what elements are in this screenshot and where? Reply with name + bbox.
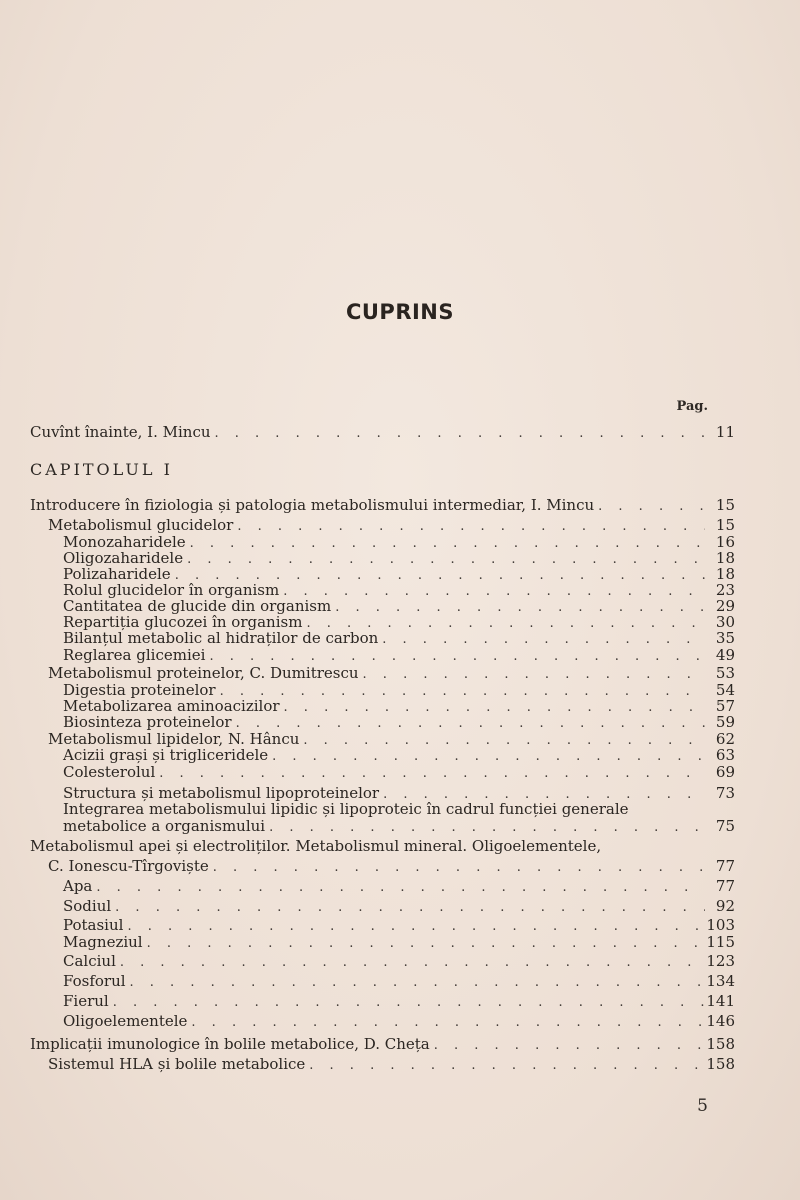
- toc-entry-title: Reglarea glicemiei: [63, 646, 206, 664]
- toc-entry[interactable]: [48, 664, 735, 682]
- toc-entry-page: 75: [715, 817, 735, 835]
- toc-entry-title: C. Ionescu-Tîrgoviște: [48, 857, 209, 875]
- toc-entry-page: 146: [706, 1012, 735, 1030]
- toc-entry-title: Structura și metabolismul lipoproteinelor: [63, 784, 380, 802]
- toc-entry-page: 35: [715, 629, 735, 647]
- toc-entry-page: 63: [715, 746, 735, 764]
- toc-entry-title: Acizii grași și trigliceridele: [63, 746, 269, 764]
- toc-entry-title: Cantitatea de glucide din organism: [63, 597, 332, 615]
- toc-entry[interactable]: [63, 646, 735, 664]
- toc-entry-page: 18: [715, 549, 735, 567]
- toc-entry-page: 62: [715, 730, 735, 748]
- toc-entry-title: Sodiul: [63, 897, 112, 915]
- toc-entry-title: Digestia proteinelor: [63, 681, 216, 699]
- toc-entry-title: Introducere în fiziologia și patologia metabolismului intermediar, I. Mincu: [30, 496, 595, 514]
- toc-entry-title: Metabolizarea aminoacizilor: [63, 697, 280, 715]
- toc-entry[interactable]: [63, 933, 735, 951]
- dot-leader: [96, 879, 705, 897]
- toc-entry-title: Bilanțul metabolic al hidraților de carbon: [63, 629, 379, 647]
- toc-entry-page: 23: [715, 581, 735, 599]
- toc-entry[interactable]: [63, 877, 735, 895]
- dot-leader: [215, 425, 705, 443]
- toc-entry-page: 54: [715, 681, 735, 699]
- page-column-label: Pag.: [676, 399, 708, 414]
- toc-entry-title: Integrarea metabolismului lipidic și lipoproteic în cadrul funcției generale: [63, 800, 629, 818]
- toc-entry-page: 77: [715, 857, 735, 875]
- toc-entry-title: Metabolismul proteinelor, C. Dumitrescu: [48, 664, 359, 682]
- toc-entry-title: Monozaharidele: [63, 533, 186, 551]
- toc-entry[interactable]: [63, 916, 735, 934]
- toc-entry-title: Repartiția glucozei în organism: [63, 613, 303, 631]
- toc-entry[interactable]: [63, 897, 735, 915]
- dot-leader: [191, 1014, 705, 1032]
- toc-entry[interactable]: [48, 516, 735, 534]
- toc-entry-title: Rolul glucidelor în organism: [63, 581, 280, 599]
- toc-entry-title: Sistemul HLA și bolile metabolice: [48, 1055, 306, 1073]
- toc-entry-page: 92: [715, 897, 735, 915]
- toc-entry[interactable]: [30, 837, 705, 855]
- toc-entry[interactable]: [63, 713, 735, 731]
- toc-entry-title: Apa: [63, 877, 93, 895]
- page-title: CUPRINS: [345, 300, 455, 324]
- toc-entry-title: Metabolismul lipidelor, N. Hâncu: [48, 730, 300, 748]
- toc-entry-title: Metabolismul apei și electroliților. Metabolismul mineral. Oligoelementele,: [30, 837, 602, 855]
- toc-entry-title: Implicații imunologice în bolile metabolice, D. Cheța: [30, 1035, 430, 1053]
- toc-entry-page: 123: [706, 952, 735, 970]
- toc-entry-page: 53: [715, 664, 735, 682]
- toc-entry[interactable]: [48, 1055, 735, 1073]
- toc-entry-title: Polizaharidele: [63, 565, 171, 583]
- toc-entry-page: 103: [706, 916, 735, 934]
- dot-leader: [269, 819, 705, 837]
- toc-entry[interactable]: [63, 746, 735, 764]
- toc-entry[interactable]: [63, 1012, 735, 1030]
- toc-entry-page: 158: [706, 1035, 735, 1053]
- toc-entry-page: 30: [715, 613, 735, 631]
- toc-entry[interactable]: [63, 952, 735, 970]
- toc-entry-page: 59: [715, 713, 735, 731]
- toc-entry-title: Metabolismul glucidelor: [48, 516, 234, 534]
- toc-entry-title: metabolice a organismului: [63, 817, 266, 835]
- toc-entry-intro[interactable]: [30, 423, 735, 441]
- dot-leader: [115, 899, 705, 917]
- dot-leader: [309, 1057, 705, 1075]
- toc-entry-page: 158: [706, 1055, 735, 1073]
- toc-entry[interactable]: [63, 629, 735, 647]
- toc-entry-title: Colesterolul: [63, 763, 156, 781]
- toc-entry-page: 141: [706, 992, 735, 1010]
- toc-entry[interactable]: [63, 817, 735, 835]
- toc-entry-title: Oligozaharidele: [63, 549, 184, 567]
- dot-leader: [120, 954, 705, 972]
- dot-leader: [598, 498, 705, 516]
- toc-entry[interactable]: [48, 857, 735, 875]
- toc-entry-page: 18: [715, 565, 735, 583]
- toc-entry-page: 16: [715, 533, 735, 551]
- dot-leader: [159, 765, 705, 783]
- dot-leader: [213, 859, 705, 877]
- toc-entry[interactable]: [30, 496, 735, 514]
- toc-entry-title: Calciul: [63, 952, 116, 970]
- toc-entry[interactable]: [63, 800, 705, 818]
- toc-entry[interactable]: [63, 972, 735, 990]
- toc-entry-page: 77: [715, 877, 735, 895]
- toc-entry-page: 15: [715, 516, 735, 534]
- page-number: 5: [697, 1096, 708, 1116]
- toc-entry-page: 57: [715, 697, 735, 715]
- dot-leader: [113, 994, 705, 1012]
- dot-leader: [130, 974, 705, 992]
- toc-entry-title: Potasiul: [63, 916, 124, 934]
- toc-entry-page: 73: [715, 784, 735, 802]
- toc-entry-title: Fierul: [63, 992, 109, 1010]
- toc-entry-page: 11: [715, 423, 735, 441]
- toc-entry-title: Cuvînt înainte, I. Mincu: [30, 423, 211, 441]
- toc-entry-page: 115: [706, 933, 735, 951]
- toc-entry[interactable]: [30, 1035, 735, 1053]
- chapter-heading: CAPITOLUL I: [30, 460, 173, 479]
- toc-entry-page: 134: [706, 972, 735, 990]
- toc-entry-page: 69: [715, 763, 735, 781]
- toc-entry-title: Magneziul: [63, 933, 143, 951]
- dot-leader: [147, 935, 705, 953]
- dot-leader: [434, 1037, 705, 1055]
- toc-entry-title: Oligoelementele: [63, 1012, 188, 1030]
- toc-entry-page: 49: [715, 646, 735, 664]
- toc-entry-title: Biosinteza proteinelor: [63, 713, 232, 731]
- toc-entry-page: 29: [715, 597, 735, 615]
- toc-entry-page: 15: [715, 496, 735, 514]
- toc-entry[interactable]: [63, 992, 735, 1010]
- toc-entry[interactable]: [63, 763, 735, 781]
- toc-entry-title: Fosforul: [63, 972, 126, 990]
